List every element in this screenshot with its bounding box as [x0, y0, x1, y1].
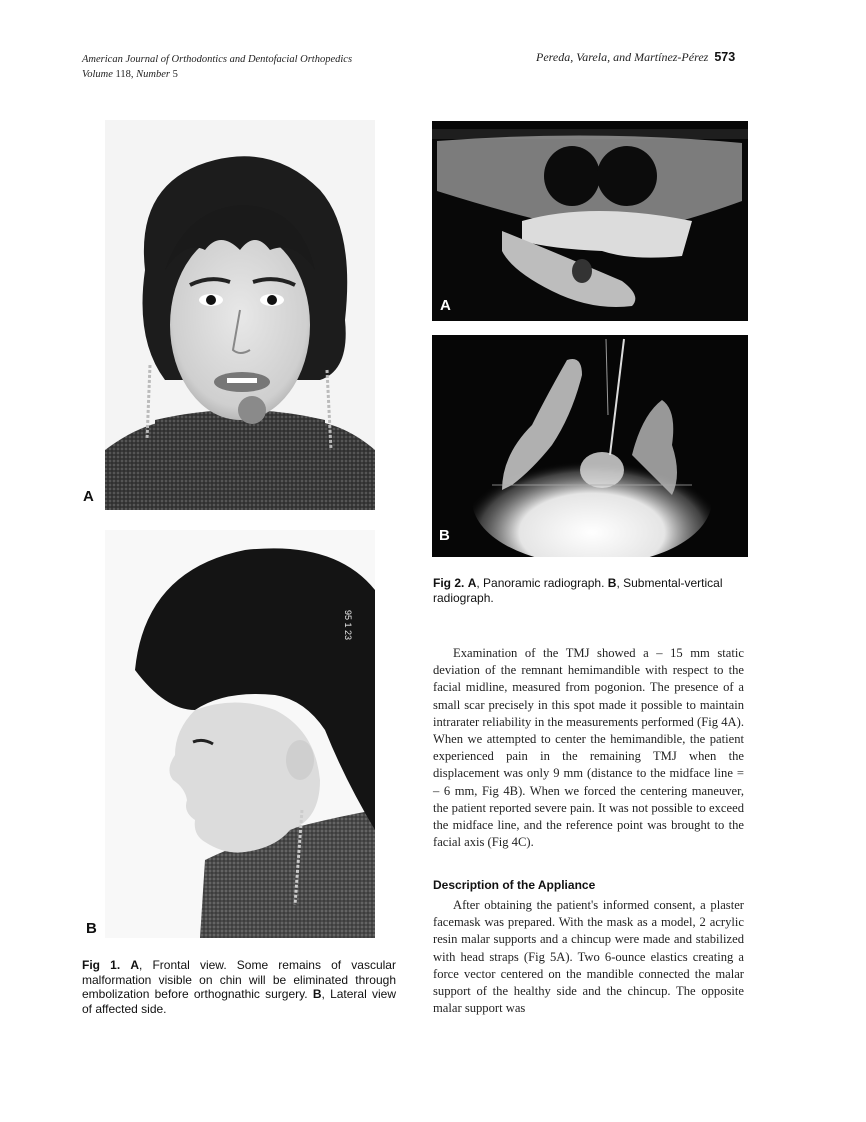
authors: Pereda, Varela, and Martínez-Pérez: [536, 50, 709, 64]
panoramic-radiograph-illustration: [432, 121, 748, 321]
fig1-panel-a-frontal-photo: [105, 120, 375, 510]
fig2-caption: Fig 2. A, Panoramic radiograph. B, Submental-vertical radiograph.: [433, 576, 723, 605]
fig1-panel-b-lateral-photo: [105, 530, 375, 938]
fig2-panel-a-label: A: [440, 297, 451, 314]
running-header-authors: [536, 50, 735, 65]
volume-issue: Volume 118, Number 5: [82, 69, 178, 80]
photo-date-stamp: 95 1 23: [343, 610, 353, 641]
fig1-caption-b: B: [312, 987, 322, 1001]
page-number: 573: [714, 50, 736, 64]
submental-radiograph-illustration: [432, 335, 748, 557]
journal-title: American Journal of Orthodontics and Dentofacial Orthopedics: [82, 54, 353, 65]
body-paragraph-2: After obtaining the patient's informed consent, a plaster facemask was prepared. With the mask as a model, 2 acrylic resin malar supports and a chincup were made and stabilized with head straps (Fig 5A). Two 6-ounce elastics creating a force vector centered on the mandible connected the malar support of the healthy side and the chincup. The opposite malar support was: [433, 898, 744, 1016]
lateral-face-photo-illustration: [105, 530, 375, 938]
fig1-panel-a-label: A: [83, 488, 94, 505]
fig1-caption-a: A: [130, 958, 139, 972]
fig1-caption: Fig 1. A, Frontal view. Some remains of vascular malformation visible on chin will be eliminated through embolization before orthognathic surgery. B, Lateral view of affected side.: [82, 958, 396, 1016]
fig2-panel-b-submental-vertical-radiograph: [432, 335, 748, 557]
fig2-caption-b: B: [607, 576, 617, 590]
fig1-panel-b-label: B: [86, 920, 97, 937]
frontal-face-photo-illustration: [105, 120, 375, 510]
running-header-journal: [82, 52, 352, 82]
fig2-panel-b-label: B: [439, 527, 450, 544]
fig2-caption-a: A: [467, 576, 477, 590]
fig2-panel-a-panoramic-radiograph: [432, 121, 748, 321]
section-heading-description-of-appliance: Description of the Appliance: [433, 878, 596, 892]
fig1-caption-label: Fig 1.: [82, 958, 121, 972]
fig2-caption-label: Fig 2.: [433, 576, 465, 590]
body-paragraph-1: Examination of the TMJ showed a – 15 mm static deviation of the remnant hemimandible with respect to the facial midline, measured from pogonion. The presence of a small scar precisely in this spot made it possible to maintain intrarater reliability in the measurements performed (Fig 4A). When we attempted to center the hemimandible, the patient experienced pain in the remaining TMJ when the displacement was only 9 mm (distance to the midface line = – 6 mm, Fig 4B). When we forced the centering maneuver, the patient reported severe pain. It was not possible to exceed the midface line, and the reference point was brought to the facial axis (Fig 4C).: [433, 646, 744, 850]
